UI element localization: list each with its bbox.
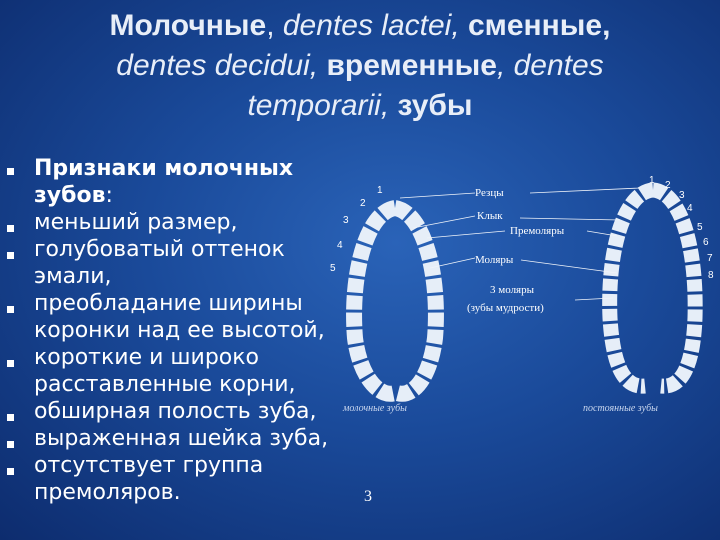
bullet-marker [7, 306, 14, 313]
title-line-1: Молочные, dentes lactei, сменные, [109, 9, 611, 42]
bullet-marker [7, 468, 14, 475]
bullet-text: голубоватый оттенок [34, 237, 285, 262]
milk-numbers [330, 185, 383, 274]
dental-arch-diagram [325, 168, 720, 430]
milk-num-1: 1 [377, 185, 383, 196]
bullet-marker [7, 168, 14, 175]
bullet-marker [7, 225, 14, 232]
bullet-text: Признаки молочных [34, 156, 294, 181]
milk-num-5: 5 [330, 263, 336, 274]
bullet-marker [7, 441, 14, 448]
label-third-molars: 3 моляры [490, 284, 535, 296]
perm-num-1: 1 [649, 175, 655, 186]
bullet-text: преобладание ширины [34, 291, 303, 316]
bullet-text: меньший размер, [34, 210, 238, 235]
caption-permanent: постоянные зубы [583, 403, 658, 414]
label-premolars: Премоляры [510, 225, 565, 237]
bullet-text: обширная полость зуба, [34, 399, 317, 424]
bullet-text: коронки над ее высотой, [34, 318, 325, 343]
perm-num-8: 8 [708, 270, 714, 281]
caption-milk: молочные зубы [343, 403, 407, 414]
figure-number: 3 [364, 488, 372, 505]
bullet-text: зубов: [34, 183, 113, 208]
label-molars: Моляры [475, 254, 514, 266]
milk-num-2: 2 [360, 198, 366, 209]
bullet-text: эмали, [34, 264, 112, 289]
title-line-3: temporarii, зубы [247, 89, 473, 122]
perm-num-3: 3 [679, 190, 685, 201]
bullet-marker [7, 252, 14, 259]
permanent-teeth-arch [610, 190, 695, 386]
slide-title [20, 6, 700, 126]
bullet-marker [7, 360, 14, 367]
milk-num-3: 3 [343, 215, 349, 226]
title-line-2: dentes decidui, временные, dentes [116, 49, 604, 82]
perm-num-7: 7 [707, 253, 713, 264]
label-canine: Клык [477, 210, 503, 222]
label-incisors: Резцы [475, 187, 504, 199]
bullet-text: отсутствует группа [34, 453, 264, 478]
perm-num-2: 2 [665, 180, 671, 191]
perm-num-6: 6 [703, 237, 709, 248]
bullet-text: премоляров. [34, 480, 181, 505]
label-wisdom: (зубы мудрости) [467, 302, 544, 314]
bullet-text: расставленные корни, [34, 372, 296, 397]
bullet-marker [7, 414, 14, 421]
perm-num-4: 4 [687, 203, 693, 214]
bullet-text: короткие и широко [34, 345, 259, 370]
perm-num-5: 5 [697, 222, 703, 233]
milk-num-4: 4 [337, 240, 343, 251]
milk-teeth-arch [354, 208, 436, 394]
bullet-text: выраженная шейка зуба, [34, 426, 329, 451]
